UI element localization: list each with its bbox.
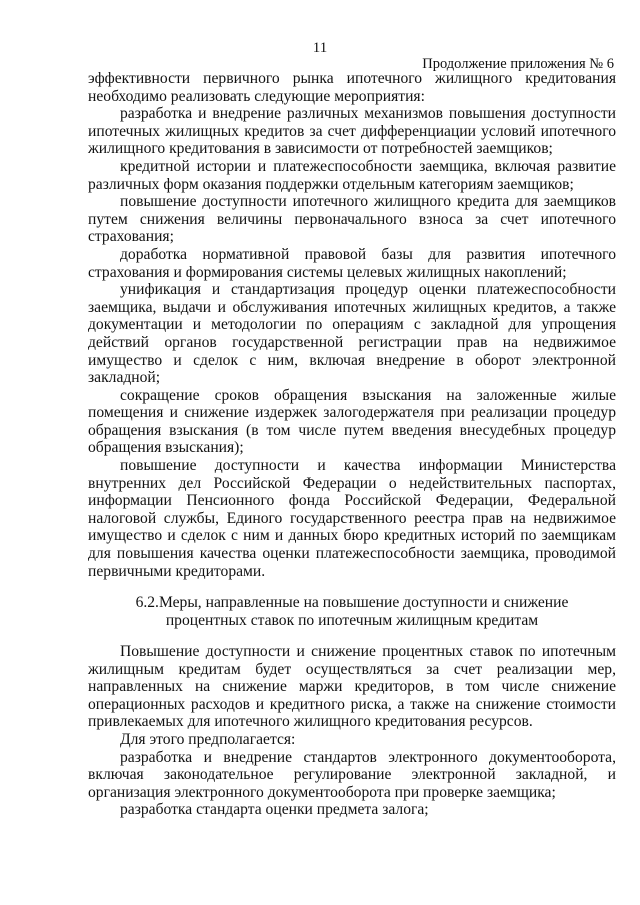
paragraph: Для этого предполагается: [120,730,296,748]
paragraph: разработка и внедрение стандартов электронного документооборота, включая законодательное регулирование электронной закладной, и организация электронного документооборота при проверке заемщика; [88,748,616,801]
section-heading-line: 6.2.Меры, направленные на повышение доступности и снижение [135,594,569,611]
paragraph: повышение доступности ипотечного жилищного кредита для заемщиков путем снижения величины первоначального взноса за счет ипотечного страхования; [88,193,616,246]
paragraph: доработка нормативной правовой базы для развития ипотечного страхования и формирования системы целевых жилищных накоплений; [88,245,616,281]
page-number: 11 [312,40,328,56]
body-text-top [88,70,616,580]
section-heading [88,594,616,630]
paragraph: сокращение сроков обращения взыскания на заложенные жилые помещения и снижение издержек залогодержателя при реализации процедур обращения взыскания (в том числе путем введения внесудебных процедур обращения взыскания); [88,386,616,457]
paragraph: повышение доступности и качества информации Министерства внутренних дел Российской Федерации о недействительных паспортах, информации Пенсионного фонда Российской Федерации, Федеральной налоговой службы, Единого государственного реестра прав на недвижимое имущество и сделок с ним и данных бюро кредитных историй по заемщикам для повышения качества оценки платежеспособности заемщика, проводимой первичными кредиторами. [88,457,616,580]
paragraph: кредитной истории и платежеспособности заемщика, включая развитие различных форм оказания поддержки отдельным категориям заемщиков; [88,157,616,193]
paragraph: Повышение доступности и снижение процентных ставок по ипотечным жилищным кредитам будет осуществляться за счет реализации мер, направленных на снижение маржи кредиторов, в том числе снижение операционных расходов и кредитного риска, а также на снижение стоимости привлекаемых для ипотечного жилищного кредитования ресурсов. [88,643,616,731]
paragraph: разработка и внедрение различных механизмов повышения доступности ипотечных жилищных кредитов за счет дифференциации условий ипотечного жилищного кредитования в зависимости от потребностей заемщиков; [88,105,616,158]
paragraph: эффективности первичного рынка ипотечного жилищного кредитования необходимо реализовать следующие мероприятия: [88,70,616,105]
paragraph: унификация и стандартизация процедур оценки платежеспособности заемщика, выдачи и обслуживания ипотечных жилищных кредитов, а также документации и методологии по операциям с закладной для упрощения действий органов государственной регистрации прав на недвижимое имущество и сделок с ним, включая внедрение в оборот электронной закладной; [88,281,616,387]
paragraph: разработка стандарта оценки предмета залога; [120,801,429,819]
section-heading-line: процентных ставок по ипотечным жилищным кредитам [165,612,539,629]
body-text-bottom [88,643,616,819]
appendix-continuation-label: Продолжение приложения № 6 [422,56,614,72]
